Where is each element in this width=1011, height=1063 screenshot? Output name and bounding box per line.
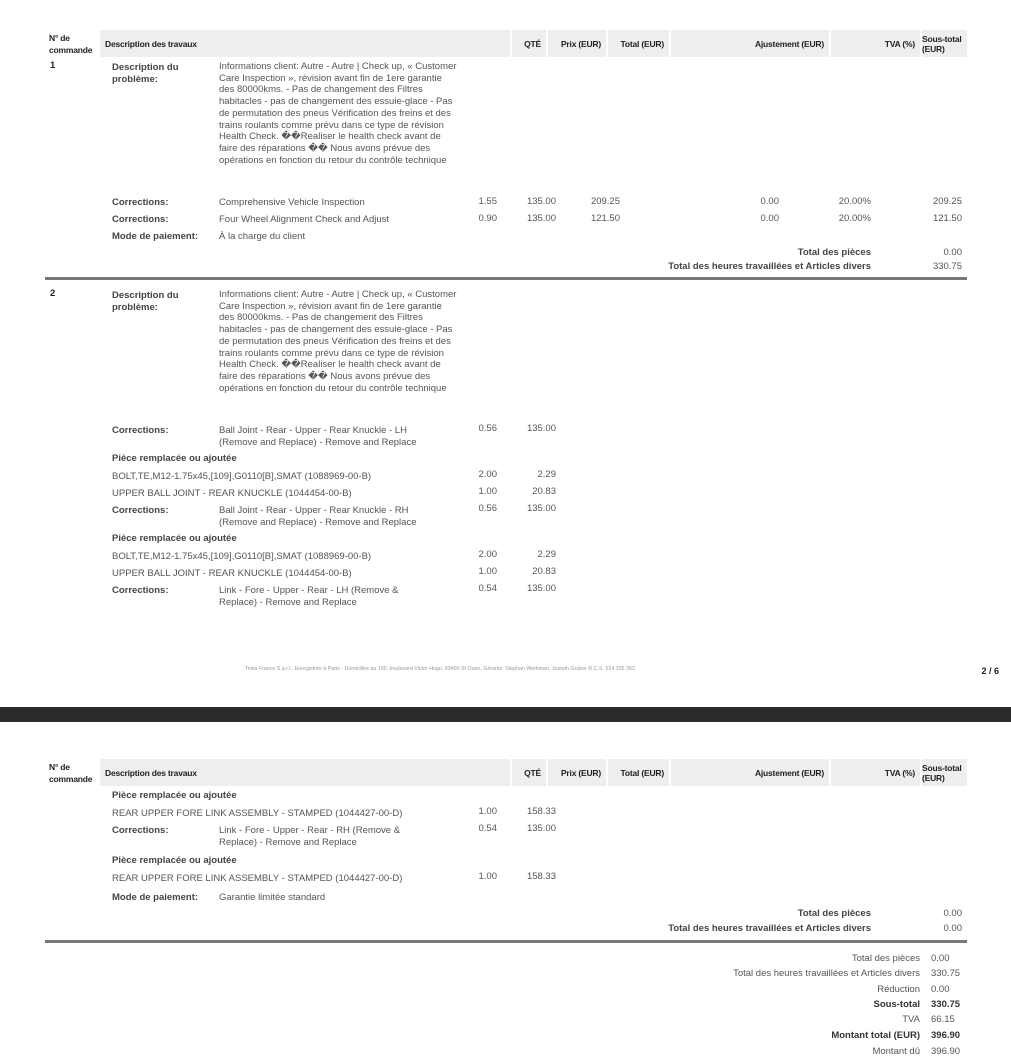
parts-replaced-label: Pièce remplacée ou ajoutée (112, 855, 237, 866)
correction-desc: Link - Fore - Upper - Rear - RH (Remove & Replace) - Remove and Replace (219, 825, 401, 848)
total-labor-value: 330.75 (932, 261, 962, 272)
subtotal-value: 121.50 (932, 213, 962, 224)
qty-value: 0.56 (478, 423, 497, 434)
price-value: 135.00 (526, 503, 556, 514)
section-divider (45, 277, 967, 280)
price-value: 135.00 (526, 213, 556, 224)
order-number: 1 (50, 60, 56, 71)
price-value: 20.83 (532, 566, 556, 577)
adjustment-value: 0.00 (760, 213, 779, 224)
summary-grand-total-value: 396.90 (931, 1030, 961, 1041)
correction-desc: Link - Fore - Upper - Rear - LH (Remove & Replace) - Remove and Replace (219, 585, 399, 608)
page-break-bar (0, 707, 1011, 722)
total-parts-value: 0.00 (943, 247, 962, 258)
corrections-label: Corrections: (112, 197, 169, 208)
qty-value: 1.00 (478, 806, 497, 817)
header-subtotal: Sous-total (EUR) (922, 30, 967, 57)
summary-labor-value: 330.75 (931, 968, 961, 979)
header-description: Description des travaux (100, 759, 510, 786)
part-desc: BOLT,TE,M12-1.75x45,[109],G0110[B],SMAT (1088969-00-B) (112, 551, 372, 562)
header-adjustment: Ajustement (EUR) (671, 759, 829, 786)
problem-description: Informations client: Autre - Autre | Check up, « Customer Care Inspection », révision avant fin de 1ere garantie des 80000kms. - Pas de changement des Filtres habitacles - pas de changement des essuie-glace - Pas de permutation des pneus Vérification des freins et des trains roulants comme prévu dans ce type de révision Health Check. ��Realiser le health check avant de faire des réparations �� Nous avons prévue des opérations en fonction du retour du contrôle technique (219, 289, 457, 394)
header-order-no: N° de commande (45, 759, 104, 786)
qty-value: 2.00 (478, 469, 497, 480)
order-number: 2 (50, 288, 56, 299)
company-footer: Tesla France S.à.r.l., Enregistrée à Paris - Domiciliée au 150, boulevard Victor Hugo, 93400 St Ouen, Gérants: Stephan Werkman, Joseph Gruber R.C.S. 524 335 262 (245, 666, 635, 672)
summary-subtotal-value: 330.75 (931, 999, 961, 1010)
correction-desc: Ball Joint - Rear - Upper - Rear Knuckle - RH (Remove and Replace) - Remove and Replace (219, 505, 417, 528)
summary-vat-label: TVA (902, 1014, 920, 1025)
header-total: Total (EUR) (608, 30, 669, 57)
part-desc: UPPER BALL JOINT - REAR KNUCKLE (1044454-00-B) (112, 488, 352, 499)
corrections-label: Corrections: (112, 825, 169, 836)
header-price: Prix (EUR) (548, 759, 606, 786)
payment-label: Mode de paiement: (112, 892, 199, 903)
summary-subtotal-label: Sous-total (873, 999, 920, 1010)
header-qty: QTÉ (512, 30, 546, 57)
vat-value: 20.00% (838, 213, 871, 224)
price-value: 2.29 (537, 469, 556, 480)
header-price: Prix (EUR) (548, 30, 606, 57)
summary-parts-value: 0.00 (931, 953, 950, 964)
adjustment-value: 0.00 (760, 196, 779, 207)
qty-value: 1.00 (478, 566, 497, 577)
header-qty: QTÉ (512, 759, 546, 786)
correction-desc: Four Wheel Alignment Check and Adjust (219, 214, 390, 225)
qty-value: 2.00 (478, 549, 497, 560)
qty-value: 1.00 (478, 486, 497, 497)
header-adjustment: Ajustement (EUR) (671, 30, 829, 57)
summary-amount-due-label: Montant dû (872, 1046, 920, 1057)
subtotal-value: 209.25 (932, 196, 962, 207)
price-value: 135.00 (526, 583, 556, 594)
price-value: 158.33 (526, 871, 556, 882)
summary-labor-label: Total des heures travaillées et Articles divers (733, 968, 920, 979)
qty-value: 0.54 (478, 583, 497, 594)
part-desc: BOLT,TE,M12-1.75x45,[109],G0110[B],SMAT (1088969-00-B) (112, 471, 372, 482)
total-parts-label: Total des pièces (797, 908, 871, 919)
corrections-label: Corrections: (112, 214, 169, 225)
vat-value: 20.00% (838, 196, 871, 207)
corrections-label: Corrections: (112, 585, 169, 596)
header-subtotal: Sous-total (EUR) (922, 759, 967, 786)
problem-label: Description du problème: (112, 62, 179, 85)
header-order-no: N° de commande (45, 30, 104, 57)
total-value: 121.50 (590, 213, 620, 224)
qty-value: 0.90 (478, 213, 497, 224)
header-total: Total (EUR) (608, 759, 669, 786)
total-value: 209.25 (590, 196, 620, 207)
parts-replaced-label: Pièce remplacée ou ajoutée (112, 790, 237, 801)
parts-replaced-label: Pièce remplacée ou ajoutée (112, 533, 237, 544)
correction-desc: Comprehensive Vehicle Inspection (219, 197, 365, 208)
qty-value: 1.00 (478, 871, 497, 882)
corrections-label: Corrections: (112, 505, 169, 516)
price-value: 135.00 (526, 823, 556, 834)
part-desc: REAR UPPER FORE LINK ASSEMBLY - STAMPED (1044427-00-D) (112, 808, 403, 819)
summary-grand-total-label: Montant total (EUR) (831, 1030, 920, 1041)
header-description: Description des travaux (100, 30, 510, 57)
summary-amount-due-value: 396.90 (931, 1046, 961, 1057)
payment-method: À la charge du client (219, 231, 306, 242)
total-labor-label: Total des heures travaillées et Articles divers (668, 923, 871, 934)
summary-discount-value: 0.00 (931, 984, 950, 995)
payment-label: Mode de paiement: (112, 231, 199, 242)
summary-parts-label: Total des pièces (851, 953, 920, 964)
table-header (45, 30, 967, 57)
total-parts-label: Total des pièces (797, 247, 871, 258)
payment-method: Garantie limitée standard (219, 892, 326, 903)
part-desc: UPPER BALL JOINT - REAR KNUCKLE (1044454-00-B) (112, 568, 352, 579)
corrections-label: Corrections: (112, 425, 169, 436)
correction-desc: Ball Joint - Rear - Upper - Rear Knuckle - LH (Remove and Replace) - Remove and Replace (219, 425, 417, 448)
problem-label: Description du problème: (112, 290, 179, 313)
price-value: 158.33 (526, 806, 556, 817)
page-number: 2 / 6 (981, 666, 999, 676)
total-labor-label: Total des heures travaillées et Articles divers (668, 261, 871, 272)
summary-vat-value: 66.15 (931, 1014, 955, 1025)
header-vat: TVA (%) (831, 30, 920, 57)
total-parts-value: 0.00 (943, 908, 962, 919)
total-labor-value: 0.00 (943, 923, 962, 934)
qty-value: 1.55 (478, 196, 497, 207)
qty-value: 0.54 (478, 823, 497, 834)
part-desc: REAR UPPER FORE LINK ASSEMBLY - STAMPED (1044427-00-D) (112, 873, 403, 884)
price-value: 2.29 (537, 549, 556, 560)
table-header (45, 759, 967, 786)
section-divider (45, 940, 967, 943)
qty-value: 0.56 (478, 503, 497, 514)
price-value: 135.00 (526, 196, 556, 207)
problem-description: Informations client: Autre - Autre | Check up, « Customer Care Inspection », révision avant fin de 1ere garantie des 80000kms. - Pas de changement des Filtres habitacles - pas de changement des essuie-glace - Pas de permutation des pneus Vérification des freins et des trains roulants comme prévu dans ce type de révision Health Check. ��Realiser le health check avant de faire des réparations �� Nous avons prévue des opérations en fonction du retour du contrôle technique (219, 61, 457, 166)
summary-discount-label: Réduction (877, 984, 920, 995)
price-value: 20.83 (532, 486, 556, 497)
price-value: 135.00 (526, 423, 556, 434)
parts-replaced-label: Pièce remplacée ou ajoutée (112, 453, 237, 464)
header-vat: TVA (%) (831, 759, 920, 786)
